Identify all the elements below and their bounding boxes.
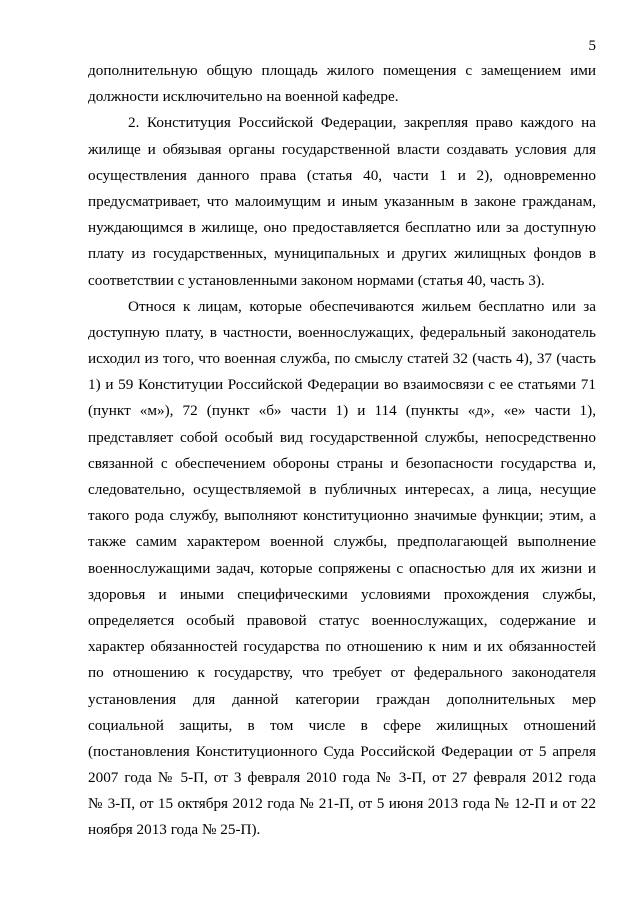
text-line: соответствии с установленными законом нормами (статья 40, часть 3).: [88, 271, 545, 289]
text-line: дополнительную общую площадь жилого помещения с замещением ими: [88, 62, 596, 79]
text-line: также самим характером военной службы, предполагающей выполнение: [88, 533, 596, 551]
text-line: представляет собой особый вид государственной службы, непосредственно: [88, 428, 596, 446]
text-line: по отношению к государству, что требует от федерального законодателя: [88, 664, 596, 682]
text-line: № 3-П, от 15 октября 2012 года № 21-П, от 5 июня 2013 года № 12-П и от 22: [88, 795, 596, 813]
text-line: здоровья и иными специфическими условиями прохождения службы,: [88, 585, 596, 603]
text-line: 2007 года № 5-П, от 3 февраля 2010 года № 3-П, от 27 февраля 2012 года: [88, 769, 596, 787]
document-body: [88, 58, 596, 844]
text-line: следовательно, осуществляемой в публичных интересах, а лица, несущие: [88, 481, 596, 498]
page-number: 5: [588, 38, 596, 54]
text-line: 1) и 59 Конституции Российской Федерации во взаимосвязи с ее статьями 71: [88, 376, 596, 394]
text-line: предусматривает, что малоимущим и иным указанным в законе гражданам,: [88, 192, 596, 210]
text-line: исходил из того, что военная служба, по смыслу статей 32 (часть 4), 37 (часть: [88, 350, 596, 368]
text-line: военнослужащими задач, которые сопряжены с опасностью для их жизни и: [88, 559, 596, 577]
text-line: связанной с обеспечением обороны страны и безопасности государства и,: [88, 454, 596, 472]
text-line: плату из государственных, муниципальных и других жилищных фондов в: [88, 245, 596, 263]
text-line: Относя к лицам, которые обеспечиваются жильем бесплатно или за: [128, 297, 596, 315]
text-line: осуществления данного права (статья 40, части 1 и 2), одновременно: [88, 166, 596, 184]
text-line: жилище и обязывая органы государственной власти создавать условия для: [88, 140, 596, 158]
text-line: определяется особый правовой статус военнослужащих, содержание и: [88, 611, 596, 629]
text-line: доступную плату, в частности, военнослужащих, федеральный законодатель: [88, 323, 596, 341]
text-line: такого рода службу, выполняют конституционно значимые функции; этим, а: [88, 507, 596, 525]
text-line: нуждающимся в жилище, оно предоставляется бесплатно или за доступную: [88, 219, 596, 237]
text-line: должности исключительно на военной кафедре.: [88, 88, 399, 106]
text-line: установления для данной категории граждан дополнительных мер: [88, 690, 596, 708]
text-line: ноября 2013 года № 25-П).: [88, 821, 261, 839]
text-line: 2. Конституция Российской Федерации, закрепляя право каждого на: [128, 114, 596, 132]
text-line: характер обязанностей государства по отношению к ним и их обязанностей: [88, 638, 596, 656]
text-line: социальной защиты, в том числе в сфере жилищных отношений: [88, 716, 596, 734]
text-line: (постановления Конституционного Суда Российской Федерации от 5 апреля: [88, 742, 596, 760]
text-line: (пункт «м»), 72 (пункт «б» части 1) и 114 (пункты «д», «е» части 1),: [88, 402, 596, 420]
